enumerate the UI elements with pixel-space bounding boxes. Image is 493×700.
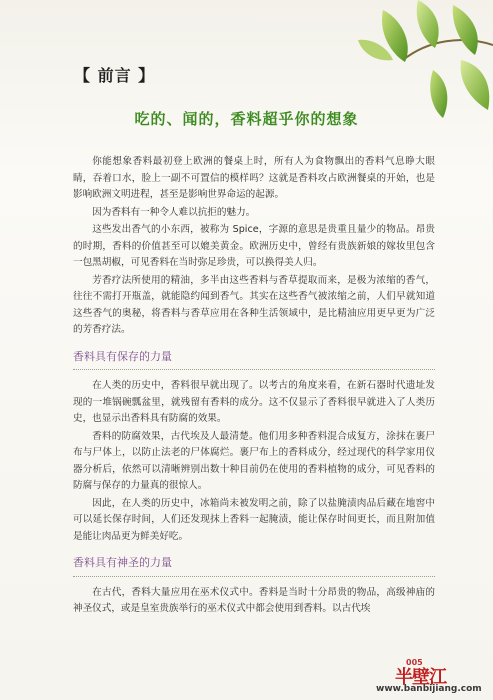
section-heading: 香料具有神圣的力量: [73, 555, 435, 577]
section-label: 【 前言 】: [74, 66, 156, 85]
brand-logo: 半壁江: [395, 667, 446, 688]
section-heading: 香料具有保存的力量: [73, 349, 435, 371]
paragraph: 芳香疗法所使用的精油，多半由这些香料与香草提取而来，是极为浓缩的香气，往往不需打开瓶盖，就能隐约闻到香气。其实在这些香气被浓缩之前，人们早就知道这些香气的奥秘，将香料与香草应用在各种生活领域中，是比精油应用更早更为广泛的芳香疗法。: [73, 274, 435, 335]
paragraph: 香料的防腐效果，古代埃及人最清楚。他们用多种香料混合成复方，涂抹在裹尸布与尸体上，以防止法老的尸体腐烂。裹尸布上的香料成分，经过现代的科学家用仪器分析后，依然可以清晰辨别出数十种目前仍在使用的香料植物的成分，可见香料的防腐与保存的力量真的很惊人。: [73, 430, 435, 491]
paragraph: 在古代，香料大量应用在巫术仪式中。香料是当时十分昂贵的物品，高级神庙的神圣仪式，或是皇室贵族举行的巫术仪式中都会使用到香料。以古代埃: [73, 586, 435, 614]
paragraph: 因为香料有一种令人难以抗拒的魅力。: [92, 206, 256, 218]
paragraph: 在人类的历史中，香料很早就出现了。以考古的角度来看，在新石器时代遗址发现的一堆锅碗瓢盆里，就残留有香料的成分。这不仅显示了香料很早就进入了人类历史，也显示出香料具有防腐的效果。: [73, 380, 435, 424]
article-body: [73, 154, 435, 619]
paragraph: 因此，在人类的历史中，冰箱尚未被发明之前，除了以盐腌渍肉品后藏在地窖中可以延长保存时间，人们还发现抹上香料一起腌渍，能让保存时间更长，而且附加值是能让肉品更为鲜美好吃。: [73, 497, 435, 542]
paragraph: 这些发出香气的小东西，被称为 Spice，字源的意思是贵重且量少的物品。昂贵的时期，香料的价值甚至可以媲美黄金。欧洲历史中，曾经有贵族新娘的嫁妆里包含一包黑胡椒，可见香料在当时弥足珍贵，可以换得美人归。: [73, 224, 435, 268]
page-title: 吃的、闻的，香料超乎你的想象: [134, 110, 359, 128]
site-url: www.banbijiang.com: [376, 684, 482, 694]
paragraph: 你能想象香料最初登上欧洲的餐桌上时，所有人为食物飘出的香料气息睁大眼睛，吞着口水，脸上一副不可置信的模样吗？这就是香料攻占欧洲餐桌的开始，也是影响欧洲文明进程，甚至是影响世界命运的起源。: [73, 156, 435, 200]
page-number: 005: [406, 658, 423, 667]
